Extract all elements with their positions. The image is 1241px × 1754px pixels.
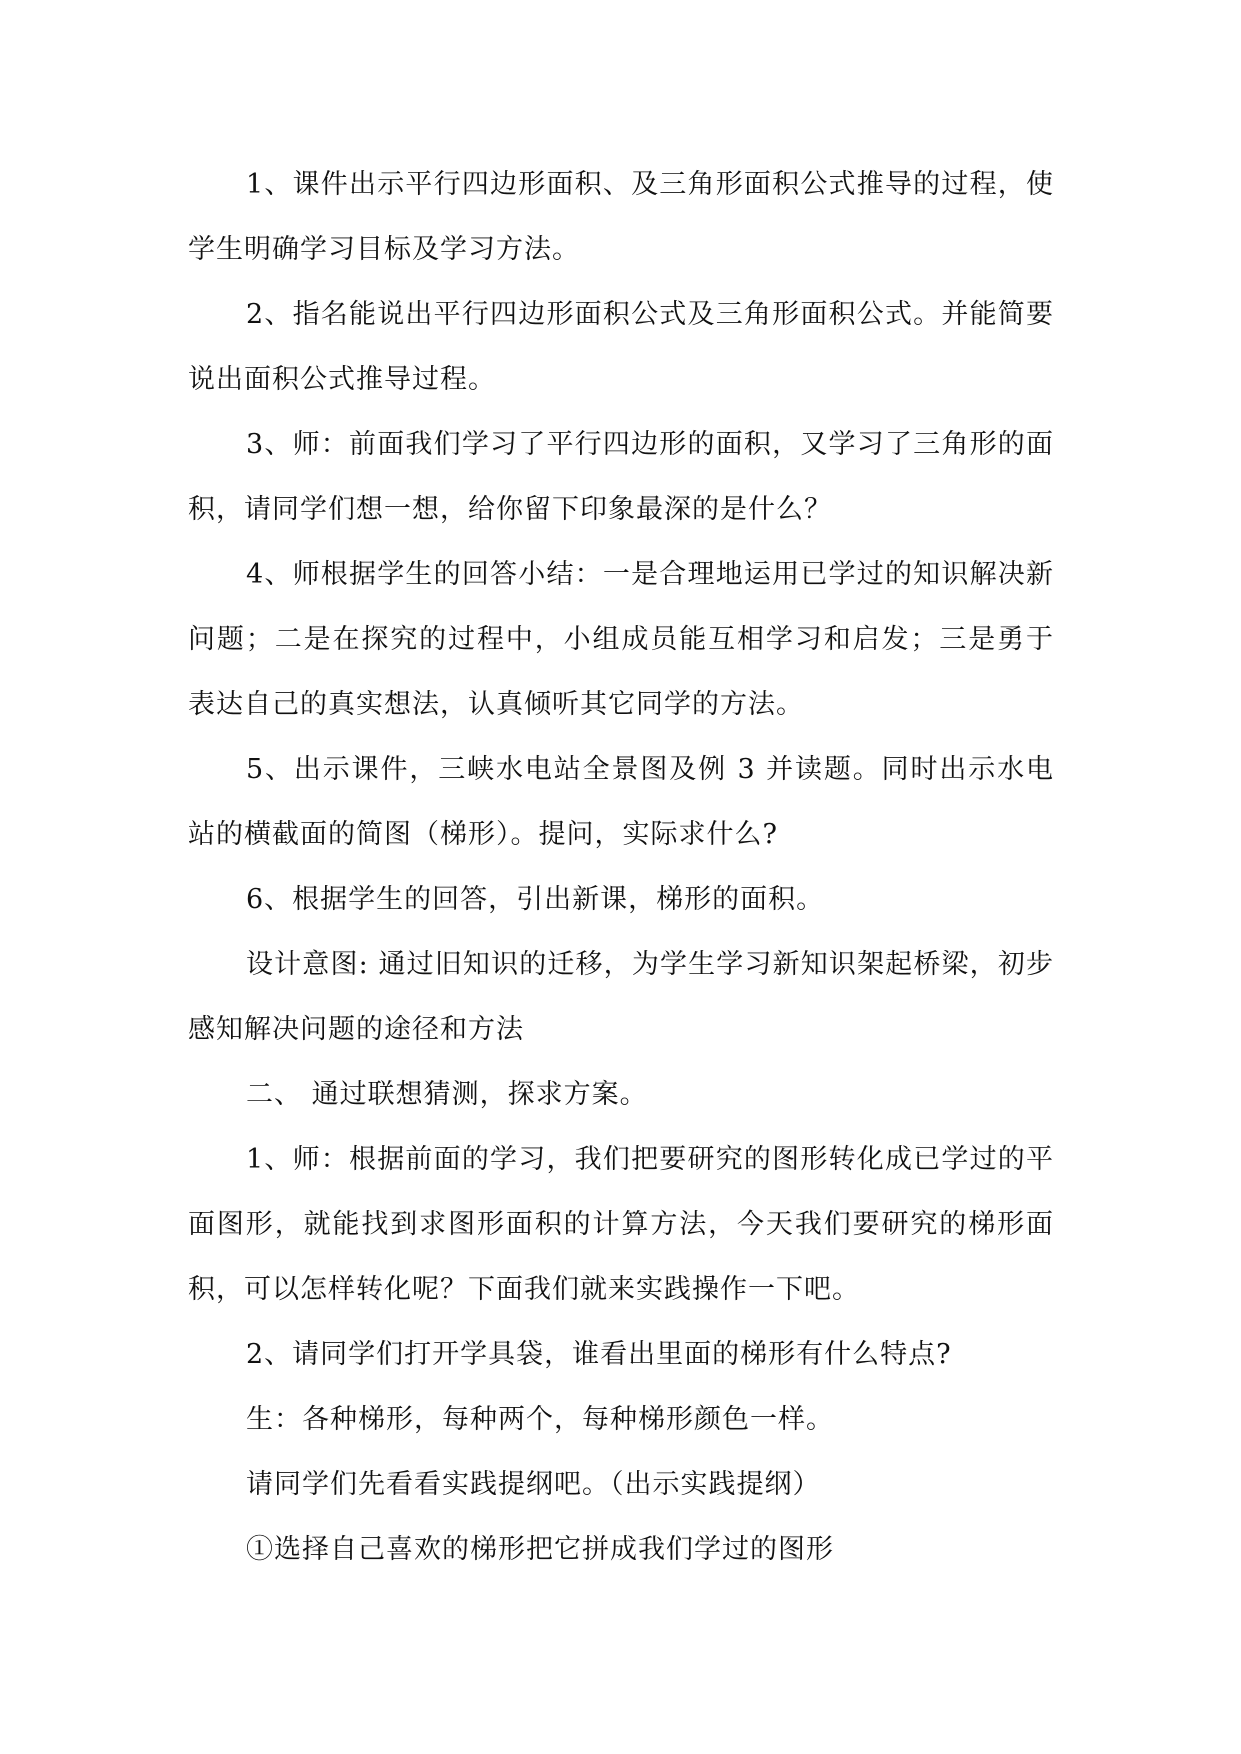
outline-item-1: ①选择自己喜欢的梯形把它拼成我们学过的图形 [246, 1534, 834, 1565]
paragraph-3: 3、师：前面我们学习了平行四边形的面积，又学习了三角形的面积，请同学们想一想，给你留下印象最深的是什么？ [188, 429, 1054, 525]
paragraph-8: 2、请同学们打开学具袋，谁看出里面的梯形有什么特点? [246, 1339, 952, 1370]
section-heading-2: 二、 通过联想猜测，探求方案。 [246, 1079, 648, 1110]
paragraph-6: 6、根据学生的回答，引出新课，梯形的面积。 [246, 884, 825, 915]
paragraph-4: 4、师根据学生的回答小结：一是合理地运用已学过的知识解决新问题；二是在探究的过程中，小组成员能互相学习和启发；三是勇于表达自己的真实想法，认真倾听其它同学的方法。 [188, 559, 1054, 720]
paragraph-5: 5、出示课件，三峡水电站全景图及例 3 并读题。同时出示水电站的横截面的简图（梯形）。提问，实际求什么? [188, 754, 1054, 850]
paragraph-7: 1、师：根据前面的学习，我们把要研究的图形转化成已学过的平面图形，就能找到求图形面积的计算方法，今天我们要研究的梯形面积，可以怎样转化呢？下面我们就来实践操作一下吧。 [188, 1144, 1054, 1305]
student-answer-paragraph: 生：各种梯形，每种两个，每种梯形颜色一样。 [246, 1404, 834, 1435]
document-body [188, 152, 1054, 1582]
design-intent-paragraph: 设计意图: 通过旧知识的迁移，为学生学习新知识架起桥梁，初步感知解决问题的途径和方法 [188, 949, 1054, 1045]
practice-outline-paragraph: 请同学们先看看实践提纲吧。（出示实践提纲） [246, 1469, 821, 1500]
paragraph-1: 1、课件出示平行四边形面积、及三角形面积公式推导的过程，使学生明确学习目标及学习方法。 [188, 169, 1054, 265]
paragraph-2: 2、指名能说出平行四边形面积公式及三角形面积公式。并能简要说出面积公式推导过程。 [188, 299, 1054, 395]
